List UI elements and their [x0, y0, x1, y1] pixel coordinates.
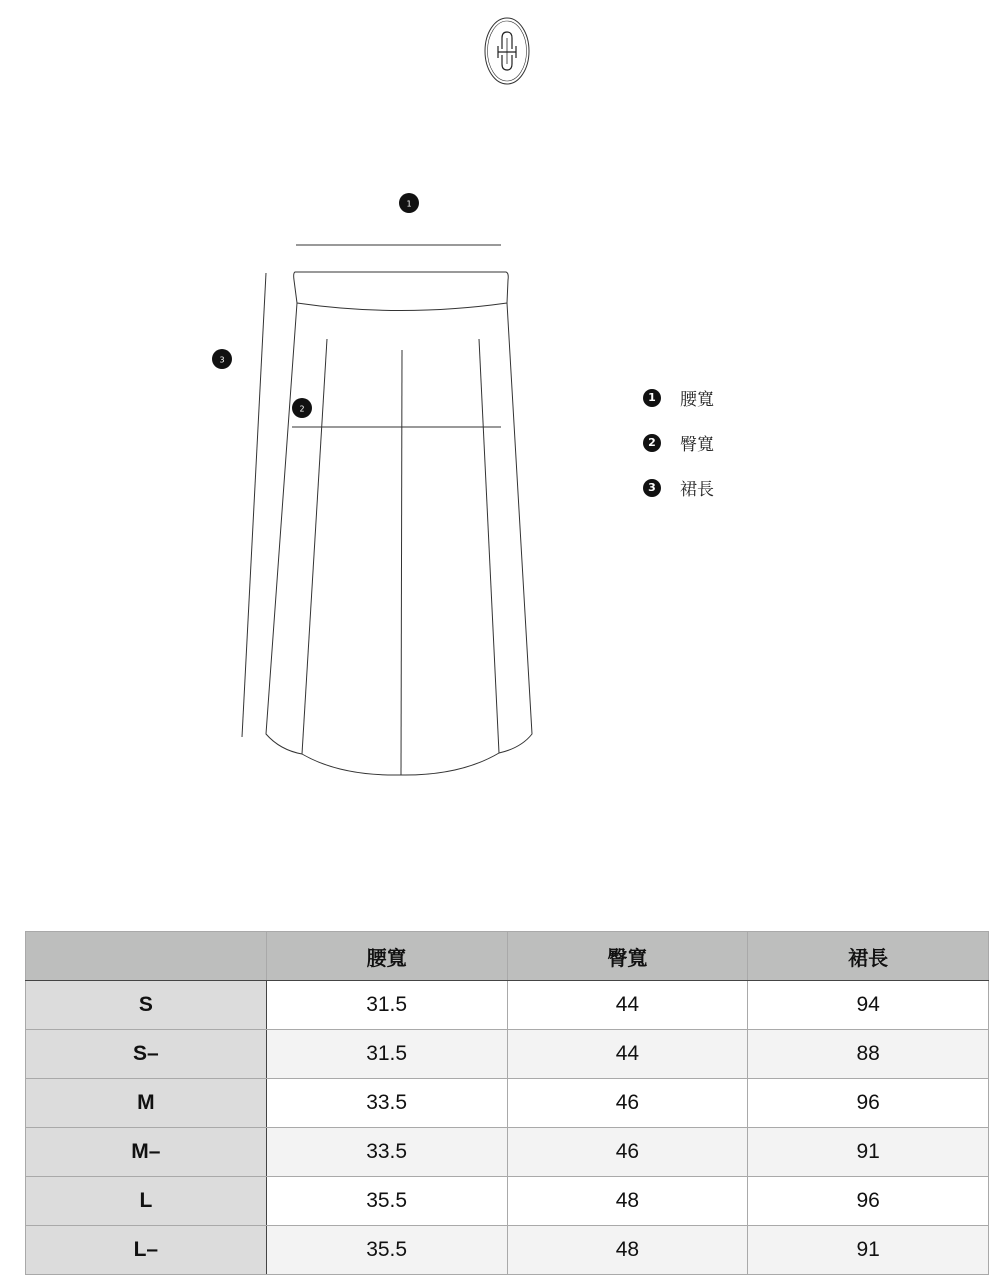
table-row: [26, 1226, 989, 1275]
hip-value: 44: [507, 1030, 748, 1079]
size-label: L–: [26, 1226, 267, 1275]
header-size: [26, 932, 267, 981]
marker-3-label: 3: [219, 355, 225, 365]
legend-number-badge: 2: [643, 434, 661, 452]
center-seam: [401, 350, 402, 775]
right-seam: [479, 339, 499, 753]
skirt-body-outline: [266, 303, 532, 775]
length-value: 94: [748, 981, 989, 1030]
table-row: [26, 1128, 989, 1177]
length-measure-line: [242, 273, 266, 737]
hip-value: 48: [507, 1226, 748, 1275]
length-value: 88: [748, 1030, 989, 1079]
size-label: S–: [26, 1030, 267, 1079]
waist-value: 35.5: [266, 1226, 507, 1275]
waist-value: 35.5: [266, 1177, 507, 1226]
header-waist: 腰寬: [266, 932, 507, 981]
size-label: L: [26, 1177, 267, 1226]
marker-1-label: 1: [406, 199, 412, 209]
legend-label: 裙長: [680, 480, 714, 500]
legend-number-badge: 1: [643, 389, 661, 407]
legend-number-badge: 3: [643, 479, 661, 497]
waist-value: 33.5: [266, 1079, 507, 1128]
waist-value: 31.5: [266, 1030, 507, 1079]
size-chart-table: [25, 931, 989, 1275]
waist-value: 31.5: [266, 981, 507, 1030]
length-value: 91: [748, 1226, 989, 1275]
size-label: S: [26, 981, 267, 1030]
legend-item-hip: [643, 420, 714, 465]
marker-3: [212, 349, 232, 369]
hip-value: 44: [507, 981, 748, 1030]
table-row: [26, 1079, 989, 1128]
table-row: [26, 1030, 989, 1079]
size-label: M: [26, 1079, 267, 1128]
table-row: [26, 1177, 989, 1226]
hip-value: 46: [507, 1128, 748, 1177]
legend-item-length: [643, 465, 714, 510]
length-value: 96: [748, 1079, 989, 1128]
table-header-row: [26, 932, 989, 981]
legend-item-waist: [643, 375, 714, 420]
marker-2-label: 2: [299, 404, 305, 414]
marker-1: [399, 193, 419, 213]
measurement-legend: [643, 375, 714, 510]
waist-value: 33.5: [266, 1128, 507, 1177]
table-row: [26, 981, 989, 1030]
hip-value: 46: [507, 1079, 748, 1128]
header-length: 裙長: [748, 932, 989, 981]
length-value: 96: [748, 1177, 989, 1226]
length-value: 91: [748, 1128, 989, 1177]
marker-2: [292, 398, 312, 418]
waistband-outline: [294, 272, 509, 311]
legend-label: 腰寬: [680, 390, 714, 410]
header-hip: 臀寬: [507, 932, 748, 981]
hip-value: 48: [507, 1177, 748, 1226]
legend-label: 臀寬: [680, 435, 714, 455]
size-label: M–: [26, 1128, 267, 1177]
